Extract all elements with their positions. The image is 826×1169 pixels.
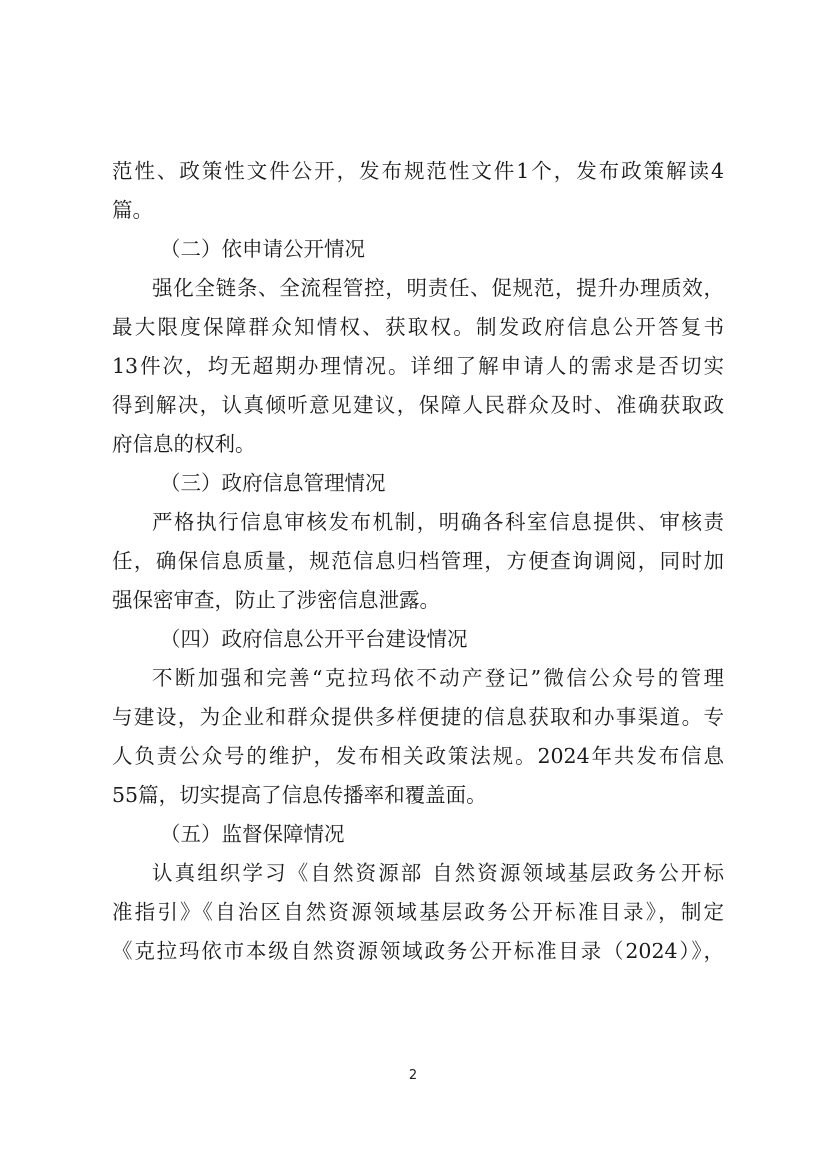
paragraph-line: 范性、政策性文件公开，发布规范性文件1个，发布政策解读4	[112, 159, 724, 183]
paragraph-line: 得到解决，认真倾听意见建议，保障人民群众及时、准确获取政	[112, 393, 724, 417]
section-heading: （二）依申请公开情况	[160, 237, 365, 261]
paragraph-line: 最大限度保障群众知情权、获取权。制发政府信息公开答复书	[112, 315, 724, 339]
paragraph-line: 任，确保信息质量，规范信息归档管理，方便查询调阅，同时加	[112, 549, 724, 573]
section-heading: （四）政府信息公开平台建设情况	[160, 627, 468, 651]
paragraph-line: 人负责公众号的维护，发布相关政策法规。2024年共发布信息	[112, 744, 724, 768]
paragraph-line: 与建设，为企业和群众提供多样便捷的信息获取和办事渠道。专	[112, 705, 724, 729]
paragraph-line: 55篇，切实提高了信息传播率和覆盖面。	[112, 783, 487, 807]
paragraph-line: 强化全链条、全流程管控，明责任、促规范，提升办理质效，	[152, 276, 724, 300]
paragraph-line: 篇。	[112, 198, 153, 222]
paragraph-line: 《克拉玛依市本级自然资源领域政务公开标准目录（2024）》，	[112, 939, 724, 963]
paragraph-line: 强保密审查，防止了涉密信息泄露。	[112, 588, 440, 612]
paragraph-line: 严格执行信息审核发布机制，明确各科室信息提供、审核责	[152, 510, 724, 534]
section-heading: （五）监督保障情况	[160, 822, 345, 846]
paragraph-line: 13件次，均无超期办理情况。详细了解申请人的需求是否切实	[112, 354, 724, 378]
paragraph-line: 府信息的权利。	[112, 432, 256, 456]
paragraph-line: 认真组织学习《自然资源部 自然资源领域基层政务公开标	[152, 861, 724, 885]
page-number: 2	[408, 1068, 418, 1083]
section-heading: （三）政府信息管理情况	[160, 471, 386, 495]
paragraph-line: 不断加强和完善“克拉玛依不动产登记”微信公众号的管理	[152, 666, 724, 690]
document-body	[112, 152, 724, 971]
paragraph-line: 准指引》《自治区自然资源领域基层政务公开标准目录》，制定	[112, 900, 724, 924]
